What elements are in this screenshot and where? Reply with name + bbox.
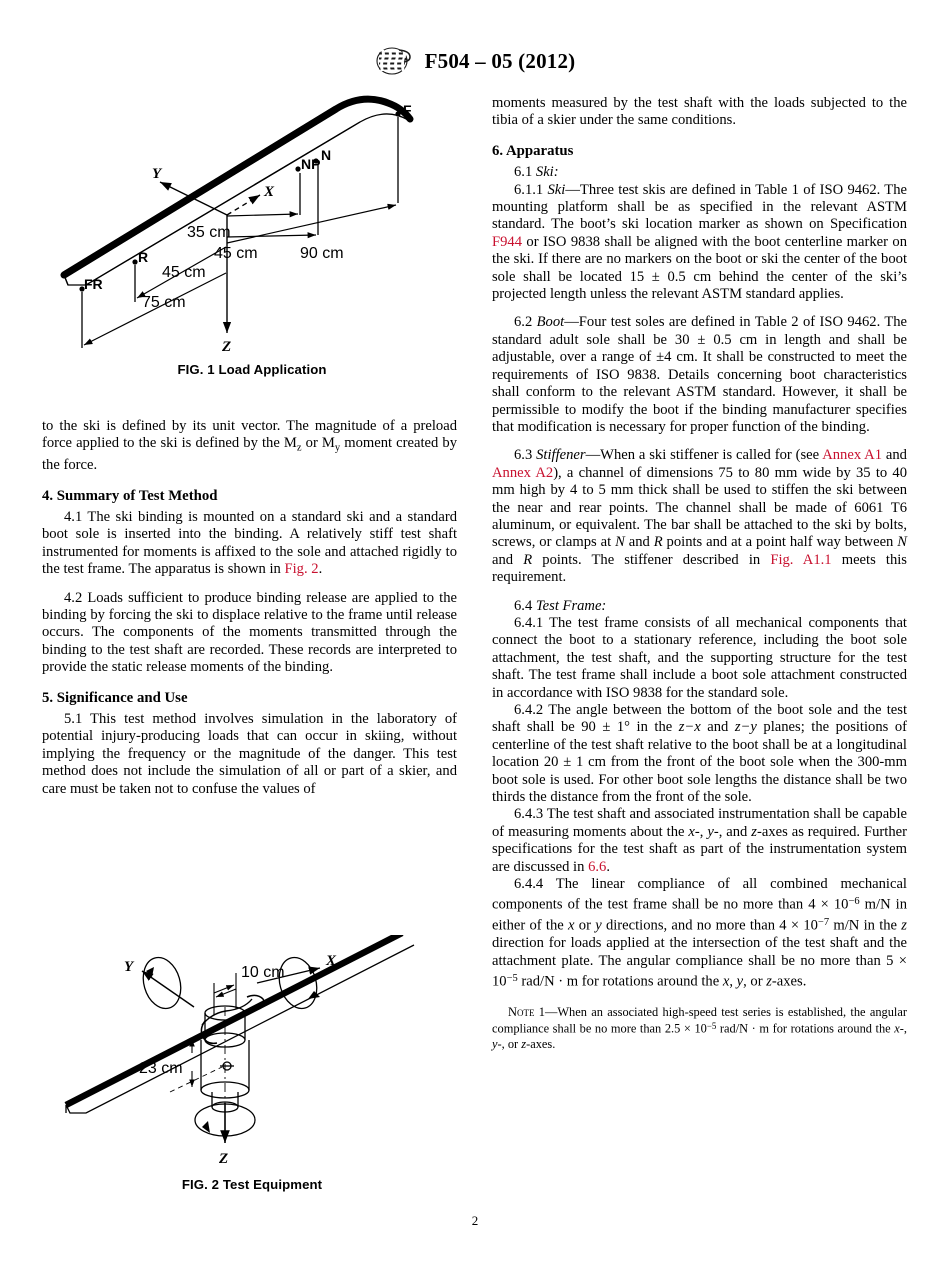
text-run: points and at a point half way between [662,534,898,551]
paragraph-5-1: 5.1 This test method involves simulation in the laboratory of potential injury-producing loads that can occur in skiing, without implying the frequency or the magnitude of the danger. This test method does not include the simulation of all or part of a skier, and care must be taken not to confuse the values of [42,711,457,797]
figure1-label-r: R [138,249,149,265]
italic-run: N [615,534,625,551]
left-column [42,418,457,798]
figure-2-caption: FIG. 2 Test Equipment [181,1177,323,1192]
figure-1 [42,95,462,377]
text-run: and [700,719,735,736]
paragraph-6-4-4 [492,876,907,991]
superscript: −6 [848,896,860,908]
heading-6-apparatus: 6. Apparatus [492,142,574,159]
figure1-axis-z: Z [222,339,232,355]
paragraph-continuation-right: moments measured by the test shaft with the loads subjected to the tibia of a skier under the same conditions. [492,95,907,129]
text-run: —Four test soles are defined in Table 2 of ISO 9462. The standard adult sole shall be 30 ± 0.5 cm in length and shall be adjustable, over a range of ±4 cm. It shall be constructed to meet the requirements of ISO 9838. Details concerning boot characteristics shall conform to the relevant ASTM standard. However, it shall be permissible to modify the boot if the binding manufacturer specifies that modification is necessary for proper function of the binding. [492,314,908,435]
cross-reference-fig-a1-1[interactable]: Fig. A1.1 [770,551,832,568]
text-run: -, [694,823,708,840]
text-run: ), a channel of dimensions 75 to 80 mm wide by 35 to 40 mm high by 4 to 5 mm thick shall be used to stiffen the ski between the near and rear points. The channel shall be made of 6061 T6 aluminum, or equivalent. The bar shall be attached to the ski by bolts, screws, or clamps at [492,464,907,551]
text-run: 6.2 [514,314,537,331]
text-run: and [624,534,654,551]
italic-run: x [568,917,575,934]
text-run: -, and [713,823,752,840]
paragraph-6-1-1 [492,182,907,304]
italic-run: z [521,1036,527,1051]
text-run: 1—When an associated high-speed test series is established, the angular compliance shall be no more than 2.5 × 10 [492,1004,907,1037]
figure1-label-fr: FR [84,276,103,292]
italic-run: z−x [678,719,701,736]
figure1-axis-x: X [264,184,275,200]
cross-reference-fig-2[interactable]: Fig. 2 [284,561,319,578]
text-run: -, [899,1022,907,1037]
text-run: -axes. [771,973,807,990]
text-run: and [882,447,907,464]
text-run: points. The stiffener described in [532,551,771,568]
subscript-y: y [334,442,341,454]
cross-reference-f944[interactable]: F944 [492,233,523,250]
text-run: direction for loads applied at the intersection of the test shaft and the attachment plate. The angular compliance shall be no more than 5 × 10 [492,935,907,990]
superscript: −5 [706,1021,717,1032]
text-run: , [729,973,737,990]
text-run: 6.4.3 The test shaft and associated instrumentation shall be capable of measuring moments about the [492,806,907,840]
italic-run: z [751,823,757,840]
figure2-axis-y: Y [124,959,134,975]
cross-reference-annex-a1[interactable]: Annex A1 [822,447,883,464]
text-run: 6.4.4 The linear compliance of all combined mechanical components of the test frame shall be no more than 4 × 10 [492,876,907,913]
point-r-marker [132,259,137,264]
paragraph-4-1 [42,509,457,579]
text-run: 6.4.2 The angle between the bottom of the boot sole and the test shaft shall be 90 ± 1° in the [492,702,907,736]
figure2-dim-23: 23 cm [139,1060,183,1077]
figure1-dim-45a: 45 cm [214,245,258,262]
text-run: rad/N · m for rotations around the [716,1022,895,1037]
text-run: -axes as required. Further specifications for the test shaft as part of the instrumentation system are discussed in [492,823,907,875]
figure-2-drawing [42,935,462,1175]
paragraph-6-2 [492,314,907,436]
text-run: -, or [497,1036,522,1051]
paragraph-6-3 [492,447,907,586]
superscript: −7 [817,917,830,929]
page-footer [0,1213,950,1229]
text-run: to the ski is defined by its unit vector. The magnitude of a preload force applied to the ski is defined by the M [42,418,457,452]
paragraph-6-4-2 [492,702,907,806]
text-run: . [318,561,323,578]
italic-run: Stiffener [536,447,586,464]
paragraph-6-4-3 [492,806,907,876]
text-run: m/N in the [829,917,902,934]
figure-2 [42,935,462,1192]
italic-run: y [736,973,744,990]
italic-run: x [688,823,695,840]
page-number: 2 [471,1213,479,1228]
superscript: −5 [506,972,518,984]
page-title: F504 – 05 (2012) [424,48,576,73]
page-header [0,46,950,76]
text-run: 6.3 [514,447,537,464]
heading-5-significance-and-use: 5. Significance and Use [42,689,188,706]
italic-run: z−y [734,719,757,736]
note-1 [492,1005,907,1052]
text-run: or M [301,435,335,452]
text-run: . [606,858,610,875]
text-run: 6.4 [514,597,536,614]
italic-run: z [901,917,907,934]
point-np-marker [295,166,300,171]
text-run: —Three test skis are defined in Table 1 of ISO 9462. The mounting platform shall be as specified in the relevant ASTM standard. The boot’s ski location marker as shown on Specification [492,181,907,233]
text-run: meets this requirement. [492,551,907,586]
text-run: , or [743,973,767,990]
figure1-dim-45b: 45 cm [162,264,206,281]
heading-4-summary-of-test-method: 4. Summary of Test Method [42,487,218,504]
point-f-marker [395,111,400,116]
figure-1-caption: FIG. 1 Load Application [177,362,327,377]
text-run: or ISO 9838 shall be aligned with the boot centerline marker on the ski. If there are no markers on the boot or ski the center of the boot sole shall be located 15 ± 0.5 cm behind the center of the ski’s projected length unless the relevant ASTM standard applies. [492,233,907,303]
figure1-dim-90: 90 cm [300,245,344,262]
text-run: and [492,551,524,568]
italic-run: y [595,917,602,934]
italic-run: x [894,1022,900,1037]
figure1-dim-35: 35 cm [187,224,231,241]
figure1-dim-75: 75 cm [142,294,186,311]
figure2-axis-z: Z [219,1151,229,1167]
italic-run: Boot [536,314,565,331]
text-run: rad/N · m for rotations around the [517,973,723,990]
astm-logo [375,46,413,76]
italic-run: y [707,823,714,840]
figure1-label-np: NP [301,156,321,172]
text-run: or [574,917,596,934]
text-run: planes; the positions of centerline of the test shaft relative to the boot shall be at a longitudinal location 20 ± 1 cm from the front of the boot sole when the 300-mm boot sole is used. For other boot sole lengths the distance shall be two thirds the distance from the front of the sole. [492,719,907,806]
italic-run: Test Frame: [535,597,607,614]
paragraph-4-2: 4.2 Loads sufficient to produce binding release are applied to the binding by forcing the ski to displace relative to the frame until release occurs. The components of the moments transmitted through the binding to the test shaft are recorded. These records are interpreted to provide the static release moments of the binding. [42,589,457,676]
figure2-dim-10: 10 cm [241,964,285,981]
text-run: -axes. [526,1036,556,1051]
figure-1-drawing [42,95,462,360]
text-run: —When a ski stiffener is called for (see [585,447,823,464]
italic-run: z [766,973,772,990]
subscript-z: z [296,442,302,454]
paragraph-6-4-1: 6.4.1 The test frame consists of all mechanical components that connect the boot to a stationary reference, including the boot sole attachment, the test shaft, and the supporting structure for the test shaft. The test frame shall include a boot sole attachment constructed in accordance with ISO 9838 for the standard sole. [492,614,907,701]
note-label: Note [508,1004,535,1019]
italic-run: y [492,1036,498,1051]
italic-run: x [722,973,730,990]
text-run: m/N in either of the [492,896,908,934]
figure1-axis-y: Y [152,166,162,182]
paragraph-continuation [42,418,457,475]
italic-run: N [897,534,907,551]
text-run: moment created by the force. [42,435,457,474]
figure1-label-f: F [403,102,412,118]
right-column [492,95,907,1051]
cross-reference-annex-a2[interactable]: Annex A2 [492,464,554,481]
text-run: 4.1 The ski binding is mounted on a standard ski and a standard boot sole is inserted into the binding. A relatively stiff test shaft instrumented for moments is affixed to the sole and attached rigidly to the test frame. The apparatus is shown in [42,508,457,578]
paragraph-6-4 [492,598,907,615]
text-run: directions, and no more than 4 × 10 [601,917,818,934]
italic-run: R [523,551,533,568]
text-run: 6.1 [514,164,536,181]
paragraph-6-1 [492,164,907,181]
figure1-label-n: N [321,147,332,163]
cross-reference-6-6[interactable]: 6.6 [588,858,607,875]
italic-run: Ski [547,181,566,198]
figure2-axis-x: X [326,953,337,969]
italic-run: R [653,534,663,551]
text-run: 6.1.1 [514,181,548,198]
italic-run: Ski: [535,164,559,181]
